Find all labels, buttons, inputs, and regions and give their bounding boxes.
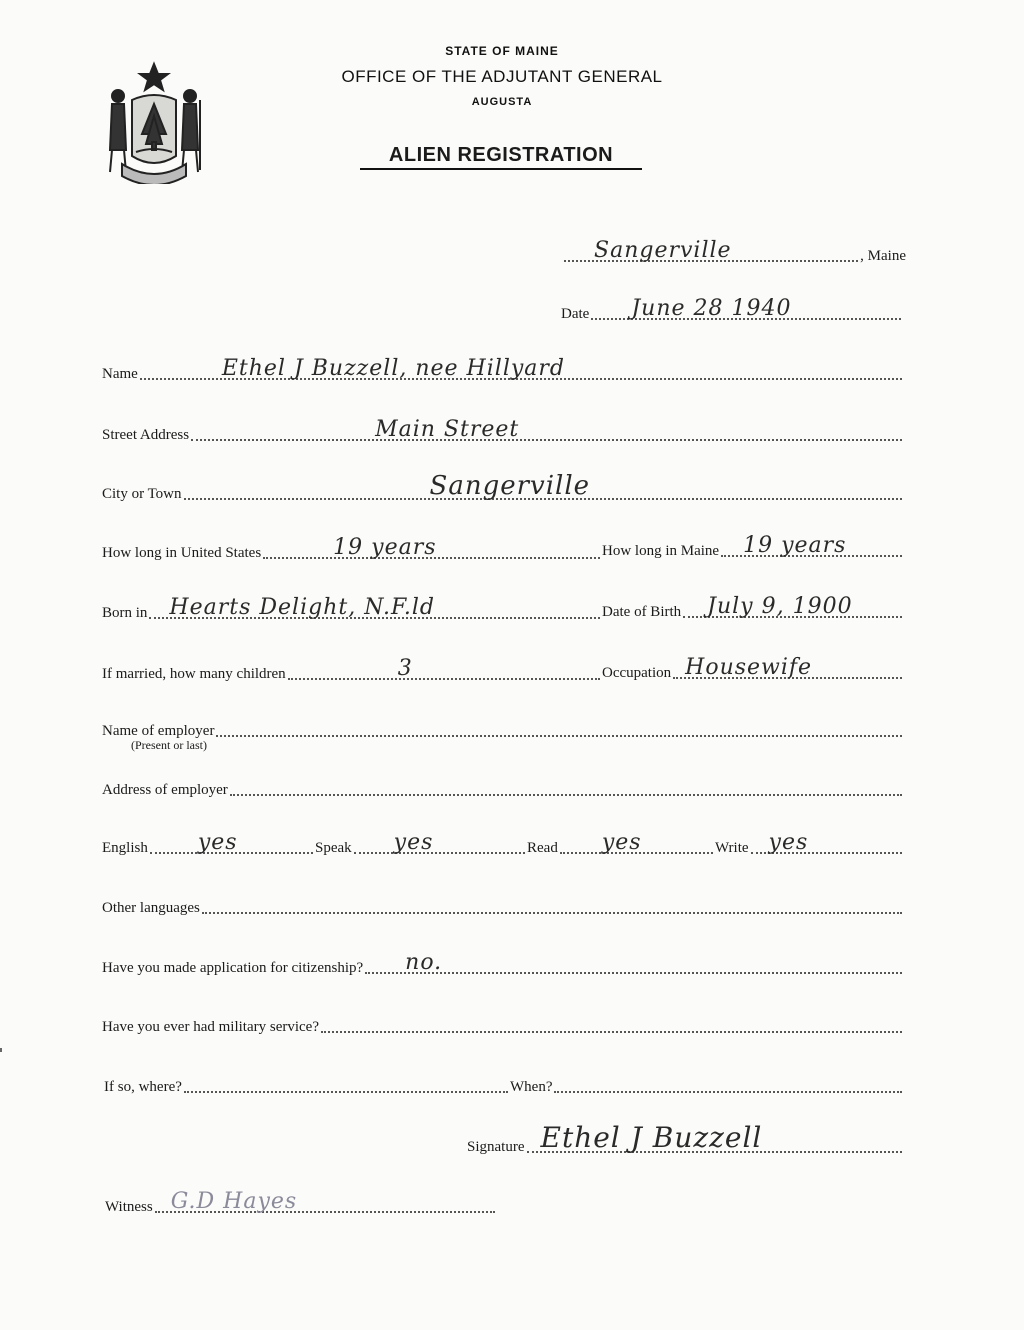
dob-label: Date of Birth	[602, 604, 682, 620]
employer-line[interactable]	[216, 713, 902, 737]
when-row	[510, 1069, 904, 1098]
signature-line[interactable]	[527, 1121, 903, 1154]
citizenship-line[interactable]	[365, 950, 902, 974]
when-line[interactable]	[554, 1069, 902, 1093]
date-label: Date	[561, 306, 590, 322]
citizenship-row	[102, 950, 904, 979]
employer-sublabel: (Present or last)	[131, 738, 207, 752]
write-line[interactable]	[751, 830, 902, 854]
maine-years-line[interactable]	[721, 533, 902, 557]
maine-years-label: How long in Maine	[602, 543, 720, 559]
write-value: yes	[768, 830, 809, 855]
english-line[interactable]	[150, 830, 313, 854]
maine-years-value: 19 years	[743, 533, 847, 558]
street-label: Street Address	[102, 427, 190, 443]
witness-label: Witness	[105, 1199, 153, 1215]
read-value: yes	[601, 830, 642, 855]
us-years-row	[102, 535, 602, 564]
witness-line[interactable]	[155, 1189, 495, 1213]
speak-line[interactable]	[354, 830, 525, 854]
other-languages-line[interactable]	[202, 890, 902, 914]
write-label: Write	[715, 840, 749, 856]
maine-years-row	[602, 533, 904, 562]
other-languages-row	[102, 890, 904, 919]
where-row	[104, 1069, 510, 1098]
city-row	[102, 471, 904, 505]
employer-row	[102, 713, 904, 742]
read-line[interactable]	[560, 830, 713, 854]
dob-row	[602, 594, 904, 623]
office-heading: OFFICE OF THE ADJUTANT GENERAL	[341, 67, 663, 86]
town-row	[562, 238, 906, 267]
city-line[interactable]	[184, 471, 902, 501]
name-value: Ethel J Buzzell, nee Hillyard	[221, 356, 565, 381]
name-row	[102, 356, 904, 385]
street-row	[102, 417, 904, 446]
date-row	[561, 296, 903, 325]
occupation-line[interactable]	[673, 655, 902, 679]
born-value: Hearts Delight, N.F.ld	[169, 595, 435, 620]
dob-line[interactable]	[683, 594, 902, 618]
citizenship-label: Have you made application for citizenship?	[102, 960, 364, 976]
witness-row	[105, 1189, 497, 1218]
where-label: If so, where?	[104, 1079, 182, 1095]
read-label: Read	[527, 840, 558, 856]
town-suffix: , Maine	[860, 248, 906, 264]
occupation-label: Occupation	[602, 665, 672, 681]
children-value: 3	[397, 656, 413, 681]
page-title: ALIEN REGISTRATION	[360, 144, 642, 170]
town-value: Sangerville	[594, 238, 732, 263]
scan-mark	[0, 1048, 2, 1052]
born-row	[102, 595, 602, 624]
children-label: If married, how many children	[102, 666, 286, 682]
employer-address-label: Address of employer	[102, 782, 228, 798]
date-line[interactable]	[591, 296, 901, 320]
read-row	[527, 830, 715, 859]
english-row	[102, 830, 315, 859]
date-value: June 28 1940	[631, 296, 792, 321]
speak-value: yes	[393, 830, 434, 855]
name-line[interactable]	[140, 356, 902, 380]
employer-address-line[interactable]	[230, 772, 902, 796]
name-label: Name	[102, 366, 138, 382]
street-value: Main Street	[375, 417, 520, 442]
children-line[interactable]	[288, 656, 600, 680]
city-value: Sangerville	[429, 471, 591, 501]
dob-value: July 9, 1900	[707, 594, 853, 619]
city-heading: AUGUSTA	[471, 96, 533, 108]
us-years-value: 19 years	[333, 535, 437, 560]
town-line[interactable]	[564, 238, 858, 262]
occupation-value: Housewife	[685, 655, 813, 680]
speak-label: Speak	[315, 840, 352, 856]
when-label: When?	[510, 1079, 553, 1095]
born-label: Born in	[102, 605, 148, 621]
state-heading: STATE OF MAINE	[445, 44, 559, 58]
occupation-row	[602, 655, 904, 684]
english-label: English	[102, 840, 148, 856]
where-line[interactable]	[184, 1069, 508, 1093]
born-line[interactable]	[149, 595, 600, 619]
children-row	[102, 656, 602, 685]
military-label: Have you ever had military service?	[102, 1019, 319, 1035]
military-row	[102, 1009, 904, 1038]
military-line[interactable]	[321, 1009, 902, 1033]
write-row	[715, 830, 904, 859]
signature-value: Ethel J Buzzell	[540, 1121, 763, 1154]
signature-label: Signature	[467, 1139, 525, 1155]
us-years-line[interactable]	[263, 535, 600, 559]
english-value: yes	[197, 830, 238, 855]
employer-address-row	[102, 772, 904, 801]
other-languages-label: Other languages	[102, 900, 200, 916]
city-label: City or Town	[102, 486, 182, 502]
street-line[interactable]	[191, 417, 902, 441]
speak-row	[315, 830, 527, 859]
citizenship-value: no.	[405, 950, 443, 975]
witness-value: G.D Hayes	[170, 1189, 298, 1214]
signature-row	[467, 1121, 904, 1158]
us-years-label: How long in United States	[102, 545, 262, 561]
employer-label: Name of employer	[102, 723, 215, 739]
